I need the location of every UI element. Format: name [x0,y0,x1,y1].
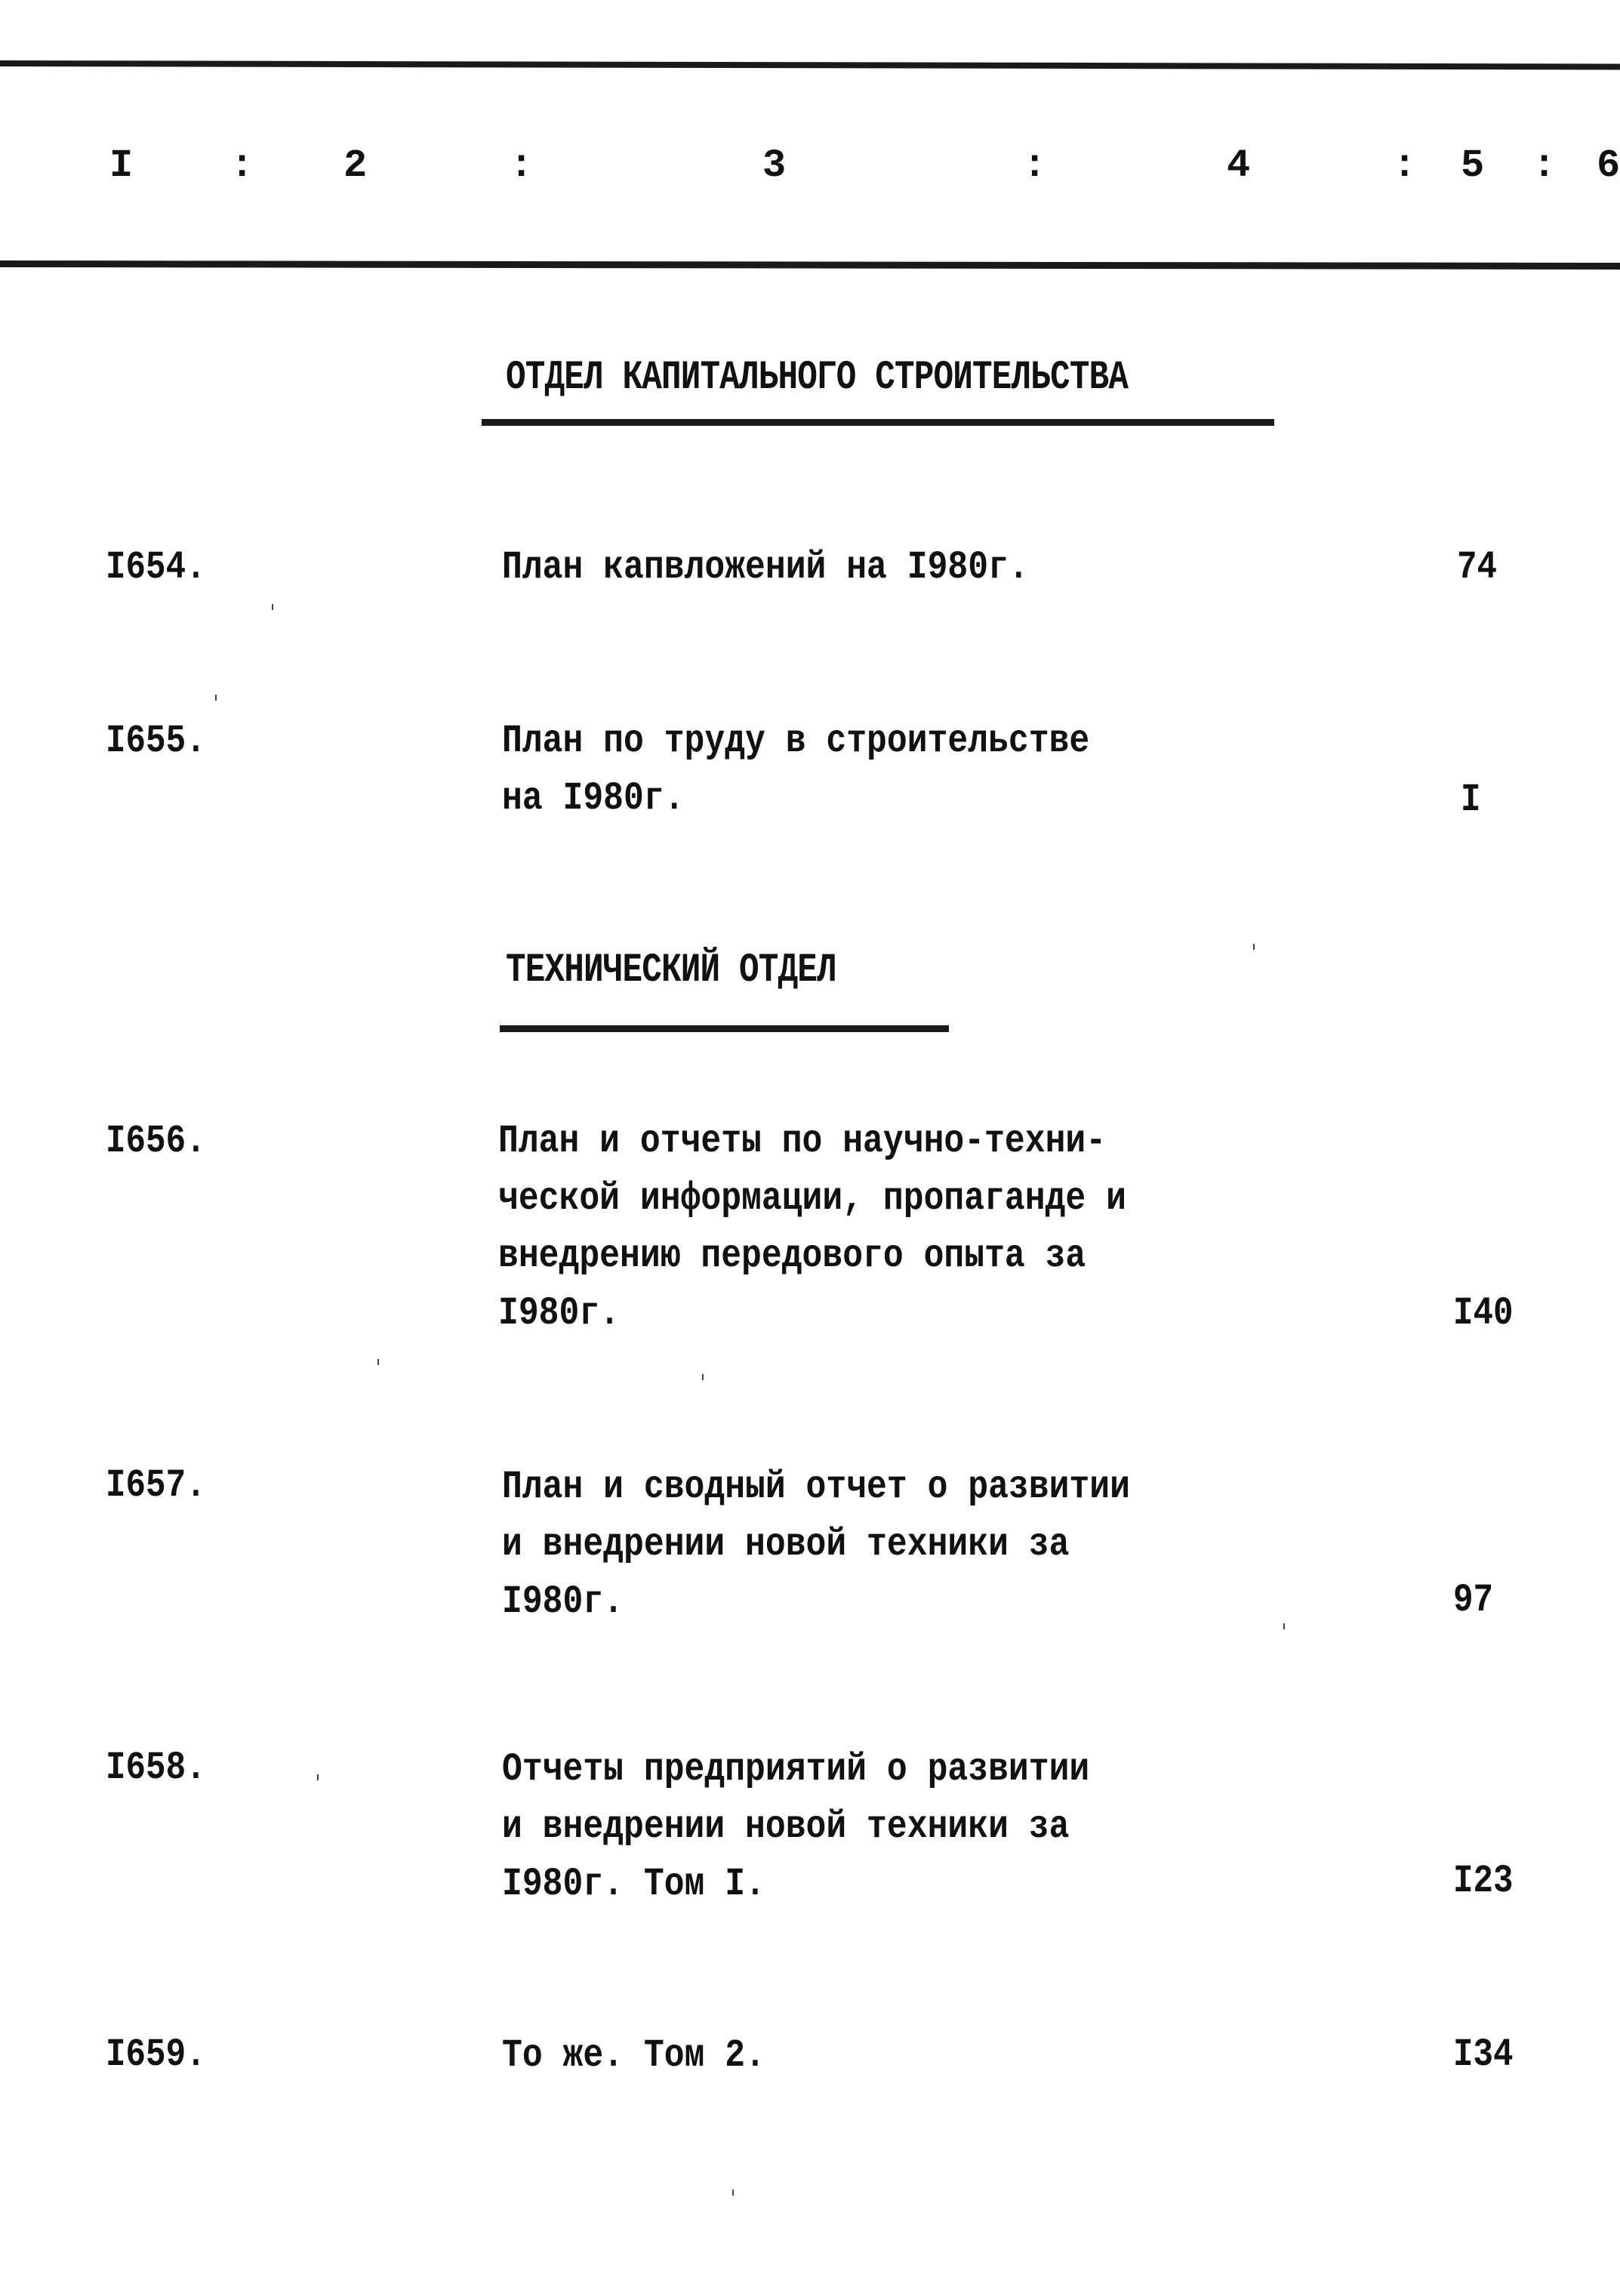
section-underline [500,1025,949,1032]
column-separator: : [1023,143,1047,188]
column-number-header [0,143,1620,204]
scan-speck [732,2190,734,2196]
column-separator: : [230,143,254,188]
scan-speck [1253,944,1255,950]
entry-sheet-count: I40 [1453,1291,1514,1336]
scan-speck [272,604,273,610]
scan-speck [377,1359,379,1365]
scan-speck [1283,1623,1285,1629]
entry-number: I655. [106,719,206,763]
column-header-4: 4 [1227,143,1251,188]
column-separator: : [1532,143,1557,188]
column-header-2: 2 [343,143,368,188]
entry-number: I659. [106,2032,206,2077]
section-title-technical-department: ТЕХНИЧЕСКИЙ ОТДЕЛ [506,948,836,994]
entry-title: План по труду в строительстве на I980г. [502,719,1090,821]
scan-speck [702,1374,704,1380]
column-separator: : [1393,143,1417,188]
entry-number: I656. [106,1119,206,1163]
column-separator: : [510,143,534,188]
scan-speck [215,695,217,701]
section-underline [482,419,1274,426]
entry-sheet-count: I [1461,778,1481,822]
entry-title: То же. Том 2. [502,2033,765,2078]
column-header-3: 3 [762,143,787,188]
entry-title: План капвложений на I980г. [502,545,1029,590]
section-title-capital-construction: ОТДЕЛ КАПИТАЛЬНОГО СТРОИТЕЛЬСТВА [506,355,1129,401]
entry-number: I654. [106,545,206,590]
column-header-6: 6 [1597,143,1620,188]
entry-number: I657. [106,1463,206,1508]
entry-title: План и сводный отчет о развитии и внедрении новой техники за I980г. [502,1465,1130,1624]
column-header-1: I [109,143,134,188]
table-header-bottom-rule [0,260,1620,270]
entry-sheet-count: 97 [1453,1578,1494,1623]
entry-title: Отчеты предприятий о развитии и внедрении новой техники за I980г. Том I. [502,1747,1090,1906]
entry-sheet-count: I34 [1453,2032,1514,2077]
entry-sheet-count: 74 [1457,545,1498,590]
entry-title: План и отчеты по научно-техни- ческой информации, пропаганде и внедрению передового опыта за I980г. [498,1119,1126,1336]
entry-sheet-count: I23 [1453,1859,1514,1903]
scan-speck [317,1774,319,1780]
table-top-rule [0,60,1620,69]
column-header-5: 5 [1461,143,1485,188]
entry-number: I658. [106,1746,206,1790]
